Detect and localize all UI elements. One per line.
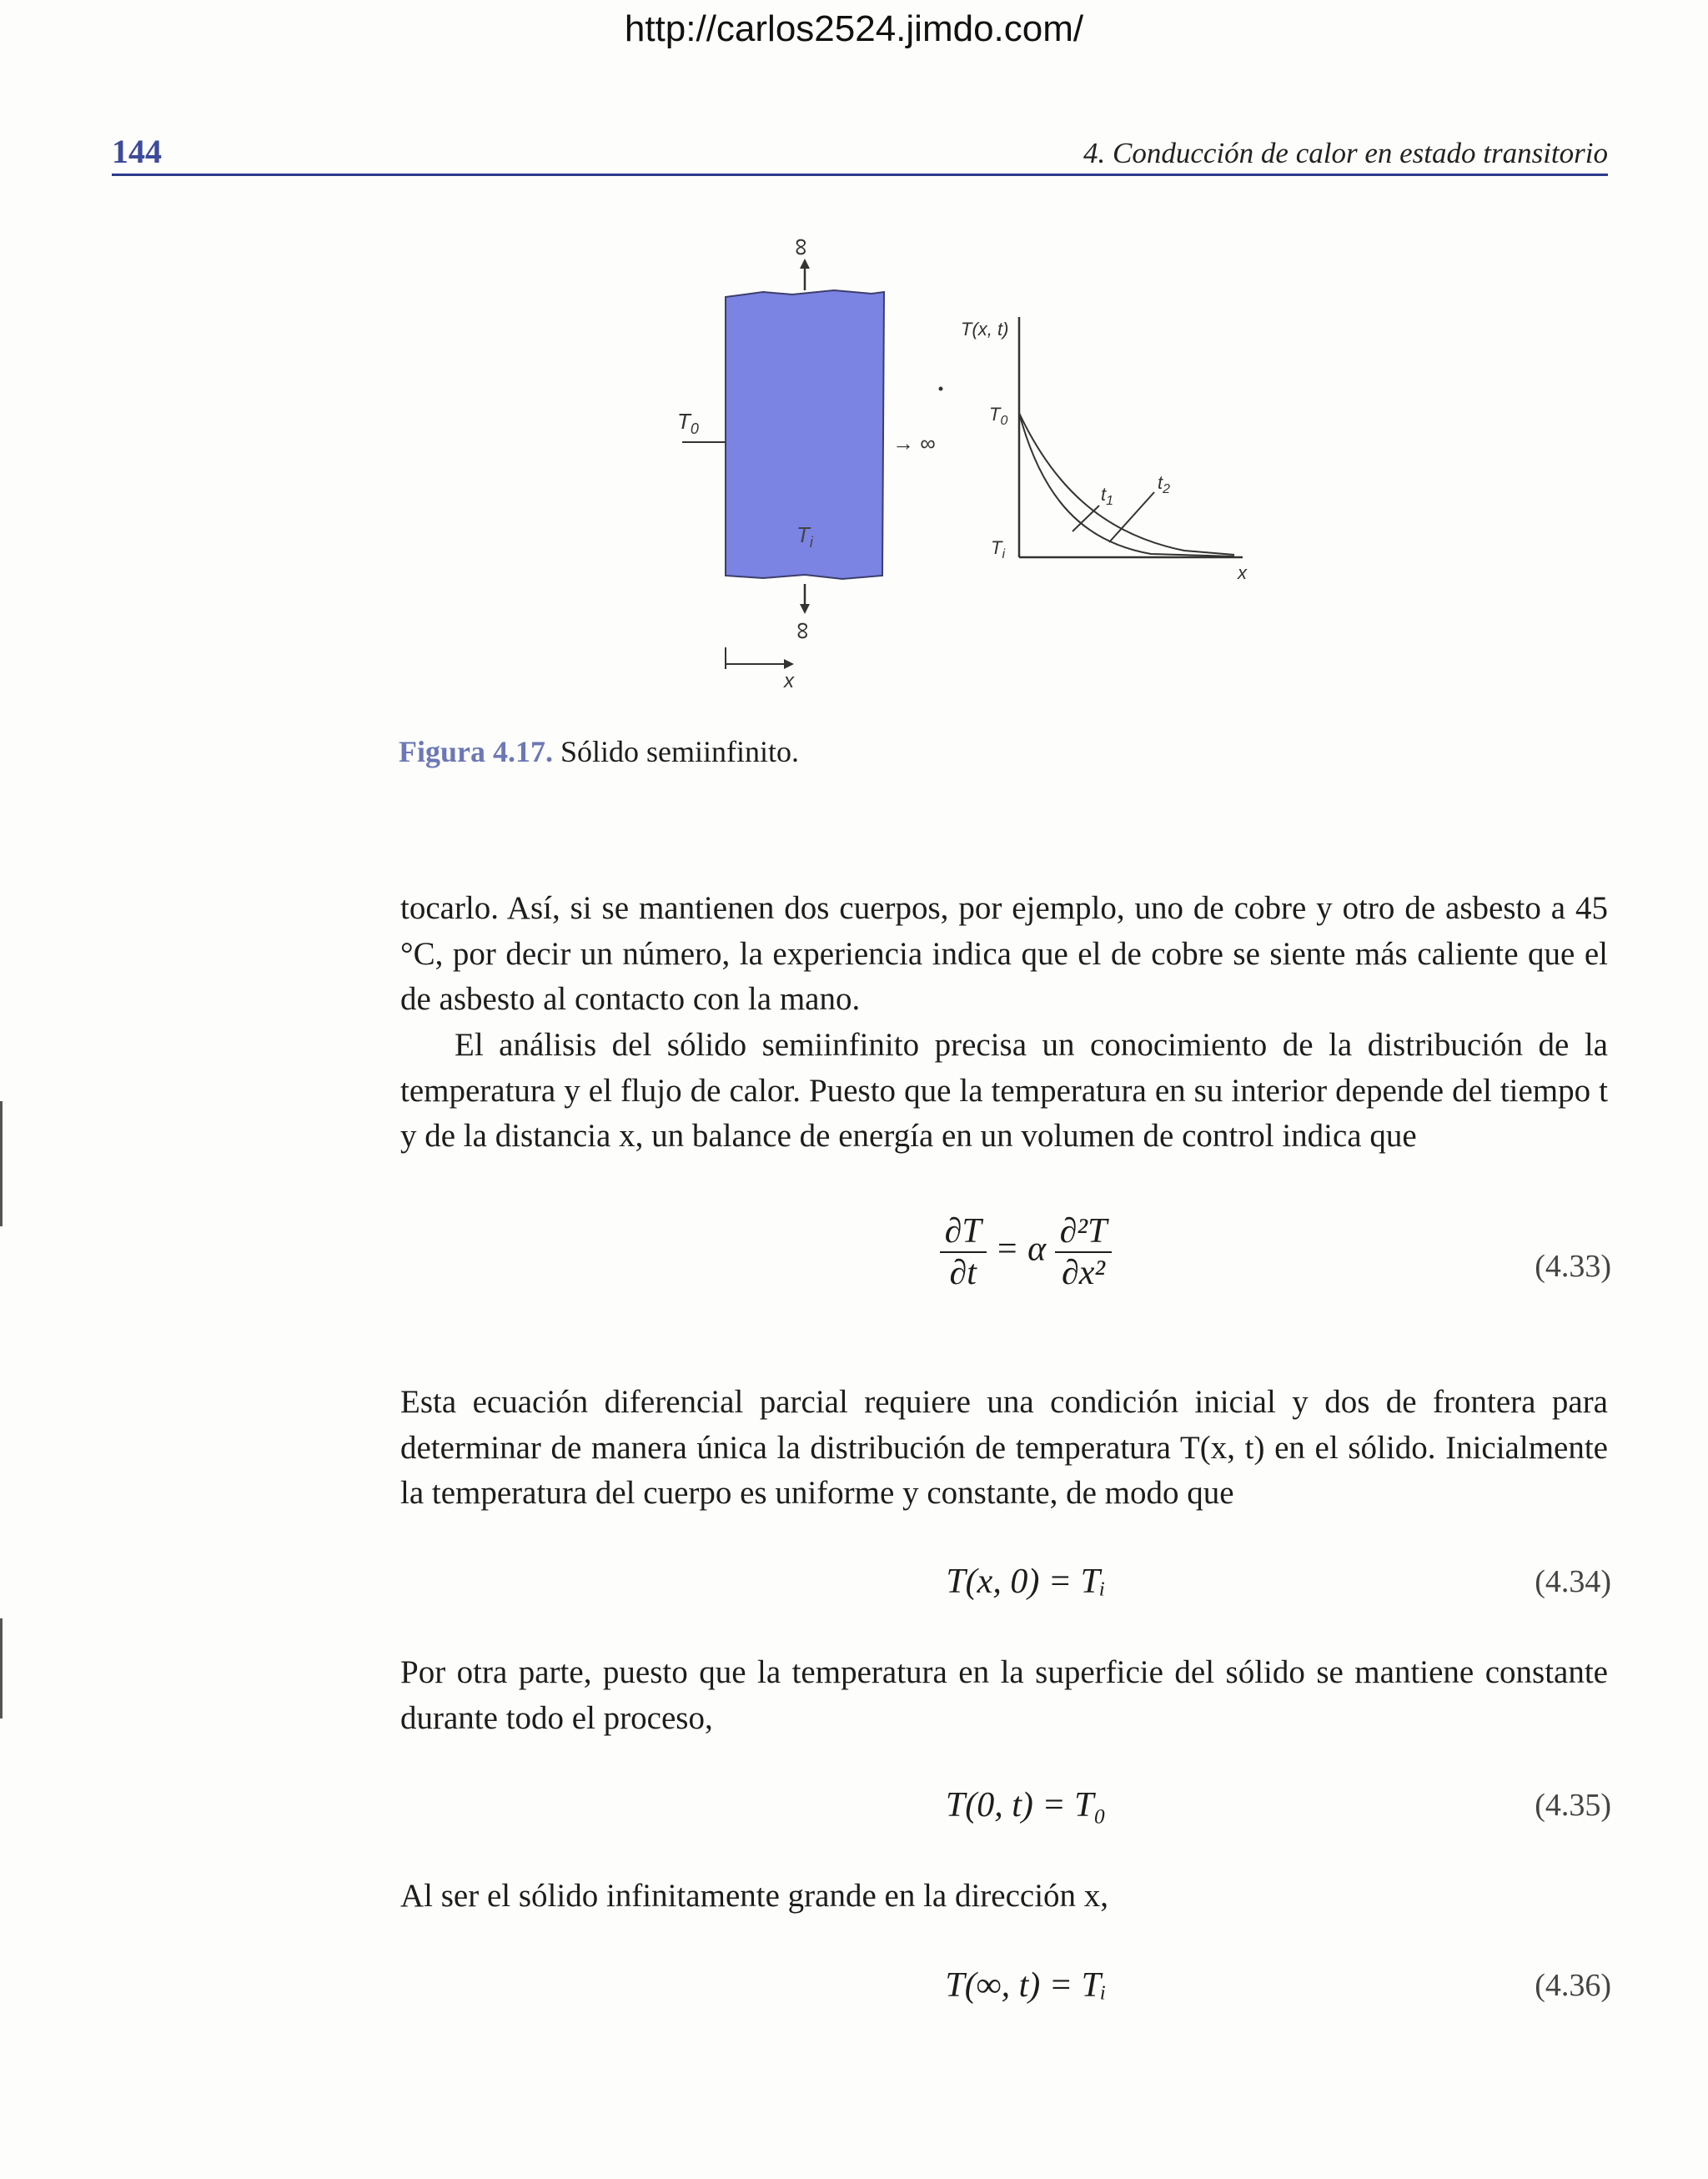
equation-4-34: T(x, 0) = Tᵢ: [946, 1563, 1106, 1601]
slab-ti-label: $T_i$: [796, 522, 813, 551]
right-infinity-label: → ∞: [892, 430, 936, 455]
eq433-lhs: $\frac{\partial T}{\partial t}$: [940, 1211, 987, 1293]
scan-edge-mark: [0, 1101, 3, 1226]
curve-t2: [1019, 413, 1234, 555]
t2-leader: [1109, 492, 1154, 542]
source-url[interactable]: http://carlos2524.jimdo.com/: [624, 8, 1084, 49]
paragraph-2: El análisis del sólido semiinfinito precisa un conocimiento de la distribución de la temperatura y el flujo de calor. Puesto que la temperatura en su interior depende del tiempo t y de la distancia x, un balance de energía en un volumen de control indica que: [400, 1027, 1608, 1154]
figure-caption: [399, 734, 799, 769]
caption-label: Figura 4.17.: [399, 735, 553, 768]
equation-4-35: T(0, t) = T₀: [945, 1786, 1107, 1824]
x-axis-label: x: [784, 670, 794, 692]
t1-label: $t_1$: [1101, 484, 1114, 508]
eq433-mid: = α: [995, 1230, 1047, 1269]
equation-number-4-35: (4.35): [1535, 1788, 1611, 1823]
equation-4-36: T(∞, t) = Tᵢ: [945, 1966, 1107, 2005]
curve-t1: [1019, 413, 1234, 556]
x-axis-arrowhead: [784, 659, 794, 669]
running-head: 4. Conducción de calor en estado transitorio: [1083, 137, 1608, 169]
equation-number-4-36: (4.36): [1535, 1968, 1611, 2003]
plot-y-label: T(x, t): [961, 319, 1009, 340]
scan-edge-mark: [0, 1618, 3, 1719]
eq433-rhs: $\frac{\text{∂²T}}{\text{∂x²}}$: [1055, 1211, 1113, 1293]
paragraph-3: Esta ecuación diferencial parcial requiere una condición inicial y dos de frontera para determinar de manera única la distribución de temperatura T(x, t) en el sólido. Inicialmente la temperatura del cuerpo es uniforme y constante, de modo que: [400, 1384, 1608, 1511]
top-infinity-label: ∞: [786, 238, 814, 256]
up-arrowhead: [800, 259, 810, 269]
plot-x-label: x: [1238, 562, 1247, 583]
paragraph-4: Por otra parte, puesto que la temperatura en la superficie del sólido se mantiene constante durante todo el proceso,: [400, 1654, 1608, 1736]
bottom-infinity-label: ∞: [788, 621, 816, 640]
plot-ti-label: $T_i$: [991, 537, 1006, 561]
equation-number-4-33: (4.33): [1535, 1249, 1611, 1284]
paragraph-1: tocarlo. Así, si se mantienen dos cuerpos, por ejemplo, uno de cobre y otro de asbesto a 45 °C, por decir un número, la experiencia indica que el de cobre se siente más caliente que el de asbesto al contacto con la mano.: [400, 890, 1608, 1017]
equation-4-33: [834, 1211, 1218, 1293]
slab-t0-label: $T_0$: [677, 409, 699, 437]
paragraph-5: Al ser el sólido infinitamente grande en la dirección x,: [400, 1878, 1109, 1914]
down-arrowhead: [800, 604, 810, 614]
plot-t0-label: $T_0$: [989, 404, 1008, 428]
caption-text: Sólido semiinfinito.: [553, 735, 800, 768]
figure-semi-infinite-solid: [0, 0, 1708, 751]
page-number: 144: [112, 133, 162, 170]
t2-label: $t_2$: [1158, 472, 1171, 496]
equation-number-4-34: (4.34): [1535, 1564, 1611, 1599]
plot-dot: [939, 387, 943, 391]
